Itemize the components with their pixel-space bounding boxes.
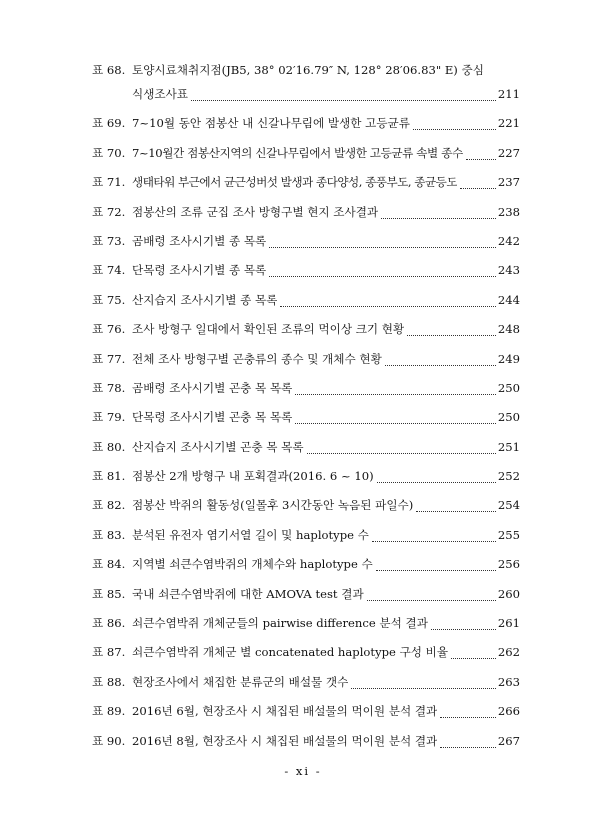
entry-title: 국내 쇠큰수염박쥐에 대한 AMOVA test 결과 — [132, 586, 364, 601]
entry-title: 산지습지 조사시기별 종 목록 — [132, 292, 278, 307]
entry-page: 251 — [497, 439, 520, 454]
entry-page: 260 — [497, 586, 520, 601]
dot-leader — [381, 218, 496, 219]
toc-entry[interactable] — [92, 497, 520, 521]
entry-page: 227 — [497, 145, 520, 160]
toc-entry[interactable] — [92, 233, 520, 257]
toc-entry[interactable] — [92, 644, 520, 668]
entry-page: 261 — [497, 616, 520, 631]
entry-title: 점봉산 2개 방형구 내 포획결과(2016. 6 ~ 10) — [132, 469, 374, 484]
entry-title: 현장조사에서 채집한 분류군의 배설물 갯수 — [132, 674, 349, 689]
entry-page: 243 — [497, 263, 520, 278]
entry-page: 250 — [497, 380, 520, 395]
entry-page: 242 — [497, 233, 520, 248]
toc-entry[interactable] — [92, 380, 520, 404]
dot-leader — [466, 159, 496, 160]
dot-leader — [440, 747, 496, 748]
entry-number: 표 81. — [92, 469, 126, 484]
entry-number: 표 79. — [92, 410, 126, 425]
toc-entry[interactable] — [92, 674, 520, 698]
toc-entry[interactable] — [92, 262, 520, 286]
table-of-contents — [92, 62, 520, 762]
entry-number: 표 70. — [92, 145, 126, 160]
entry-page: 254 — [497, 498, 520, 513]
entry-number: 표 72. — [92, 204, 126, 219]
entry-number: 표 87. — [92, 645, 126, 660]
entry-page: 252 — [497, 469, 520, 484]
entry-number: 표 74. — [92, 263, 126, 278]
dot-leader — [295, 394, 496, 395]
entry-title: 점봉산의 조류 군집 조사 방형구별 현지 조사결과 — [132, 204, 379, 219]
entry-title: 전체 조사 방형구별 곤충류의 종수 및 개체수 현황 — [132, 351, 382, 366]
entry-number: 표 71. — [92, 175, 126, 190]
entry-number: 표 78. — [92, 380, 126, 395]
dot-leader — [440, 717, 496, 718]
entry-title: 7~10월간 점봉산지역의 신갈나무림에서 발생한 고등균류 속별 종수 — [132, 145, 463, 160]
page-number: - xi - — [284, 764, 322, 778]
dot-leader — [367, 600, 496, 601]
toc-entry[interactable] — [92, 115, 520, 139]
toc-entry[interactable] — [92, 351, 520, 375]
dot-leader — [377, 482, 496, 483]
toc-entry[interactable] — [92, 586, 520, 610]
entry-number: 표 84. — [92, 557, 126, 572]
entry-page: 267 — [497, 733, 520, 748]
entry-number: 표 75. — [92, 292, 126, 307]
toc-entry[interactable] — [92, 62, 520, 84]
entry-title: 쇠큰수염박쥐 개체군 별 concatenated haplotype 구성 비율 — [132, 645, 449, 660]
entry-title: 곰배령 조사시기별 종 목록 — [132, 233, 267, 248]
entry-number: 표 73. — [92, 233, 126, 248]
entry-page: 238 — [497, 204, 520, 219]
entry-page: 221 — [497, 116, 520, 131]
entry-number: 표 86. — [92, 616, 126, 631]
entry-title: 조사 방형구 일대에서 확인된 조류의 먹이상 크기 현황 — [132, 322, 405, 337]
entry-title: 지역별 쇠큰수염박쥐의 개체수와 haplotype 수 — [132, 557, 373, 572]
entry-page: 249 — [497, 351, 520, 366]
entry-number: 표 89. — [92, 704, 126, 719]
entry-page: 266 — [497, 704, 520, 719]
entry-title: 식생조사표 — [132, 87, 188, 101]
dot-leader — [413, 129, 496, 130]
dot-leader — [451, 658, 496, 659]
entry-number: 표 82. — [92, 498, 126, 513]
dot-leader — [351, 688, 496, 689]
entry-page: 244 — [497, 292, 520, 307]
toc-entry[interactable] — [92, 409, 520, 433]
entry-page: 250 — [497, 410, 520, 425]
entry-title: 쇠큰수염박쥐 개체군들의 pairwise difference 분석 결과 — [132, 616, 428, 631]
toc-entry[interactable] — [92, 292, 520, 316]
toc-entry[interactable] — [92, 145, 520, 169]
toc-entry[interactable] — [92, 703, 520, 727]
entry-page: 255 — [497, 527, 520, 542]
entry-page: 211 — [497, 87, 520, 101]
dot-leader — [385, 365, 496, 366]
entry-title: 단목령 조사시기별 곤충 목 목록 — [132, 410, 293, 425]
dot-leader — [431, 629, 496, 630]
dot-leader — [407, 335, 496, 336]
toc-entry[interactable] — [92, 321, 520, 345]
entry-number: 표 76. — [92, 322, 126, 337]
toc-entry[interactable] — [92, 615, 520, 639]
entry-page: 263 — [497, 674, 520, 689]
entry-title: 곰배령 조사시기별 곤충 목 목록 — [132, 380, 293, 395]
dot-leader — [295, 423, 496, 424]
dot-leader — [307, 453, 496, 454]
toc-entry[interactable] — [92, 527, 520, 551]
entry-number: 표 80. — [92, 439, 126, 454]
entry-number: 표 69. — [92, 116, 126, 131]
entry-title: 단목령 조사시기별 종 목록 — [132, 263, 267, 278]
entry-page: 248 — [497, 322, 520, 337]
toc-entry[interactable] — [92, 439, 520, 463]
toc-entry[interactable] — [92, 468, 520, 492]
entry-number: 표 68. — [92, 63, 126, 77]
entry-title: 2016년 8월, 현장조사 시 채집된 배설물의 먹이원 분석 결과 — [132, 733, 438, 748]
entry-number: 표 90. — [92, 733, 126, 748]
entry-title: 생태타워 부근에서 균근성버섯 발생과 종다양성, 종풍부도, 종균등도 — [132, 175, 458, 190]
entry-title: 7~10월 동안 점봉산 내 신갈나무림에 발생한 고등균류 — [132, 116, 410, 131]
toc-entry[interactable] — [92, 556, 520, 580]
entry-title: 2016년 6월, 현장조사 시 채집된 배설물의 먹이원 분석 결과 — [132, 704, 438, 719]
dot-leader — [372, 541, 496, 542]
dot-leader — [460, 188, 496, 189]
entry-number: 표 88. — [92, 674, 126, 689]
toc-entry[interactable] — [92, 86, 520, 110]
entry-number: 표 83. — [92, 527, 126, 542]
dot-leader — [269, 276, 496, 277]
entry-number: 표 85. — [92, 586, 126, 601]
entry-page: 256 — [497, 557, 520, 572]
toc-entry[interactable] — [92, 204, 520, 228]
dot-leader — [376, 570, 496, 571]
entry-page: 262 — [497, 645, 520, 660]
toc-entry[interactable] — [92, 733, 520, 757]
dot-leader — [191, 100, 496, 101]
entry-number: 표 77. — [92, 351, 126, 366]
dot-leader — [269, 247, 496, 248]
entry-title: 분석된 유전자 염기서열 길이 및 haplotype 수 — [132, 527, 369, 542]
dot-leader — [280, 306, 495, 307]
entry-title: 토양시료채취지점(JB5, 38° 02′16.79″ N, 128° 28′06.83" E) 중심 — [132, 63, 484, 77]
entry-title: 점봉산 박쥐의 활동성(일몰후 3시간동안 녹음된 파일수) — [132, 498, 414, 513]
toc-entry[interactable] — [92, 174, 520, 198]
entry-page: 237 — [497, 175, 520, 190]
dot-leader — [416, 511, 496, 512]
entry-title: 산지습지 조사시기별 곤충 목 목록 — [132, 439, 304, 454]
